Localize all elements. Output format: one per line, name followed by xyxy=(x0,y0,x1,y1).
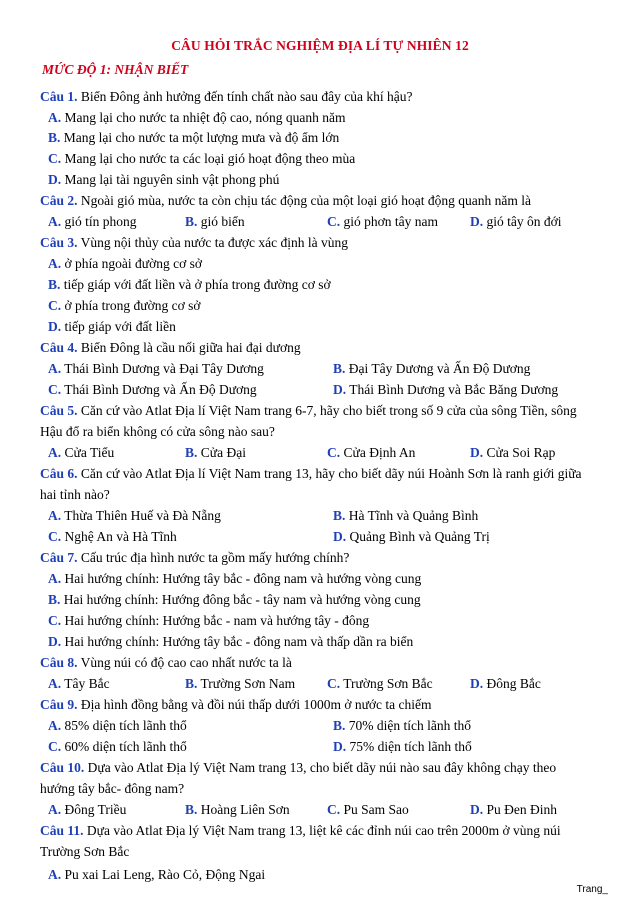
question-number: Câu 5. xyxy=(40,403,78,418)
answer-option[interactable] xyxy=(333,715,471,736)
question-line xyxy=(40,337,600,358)
options-row xyxy=(40,631,600,652)
option-text: Trường Sơn Nam xyxy=(200,676,296,691)
answer-option[interactable] xyxy=(48,274,331,295)
options-row xyxy=(40,799,600,820)
option-letter: C. xyxy=(48,739,62,754)
options-row xyxy=(40,211,600,232)
option-text: Hai hướng chính: Hướng tây bắc - đông nam và hướng vòng cung xyxy=(64,571,422,586)
options-row xyxy=(40,589,600,610)
page-footer: Trang_ xyxy=(576,884,608,895)
option-letter: D. xyxy=(48,634,62,649)
option-text: Pu Đen Đinh xyxy=(486,802,557,817)
option-letter: B. xyxy=(48,130,61,145)
document-title: CÂU HỎI TRẮC NGHIỆM ĐỊA LÍ TỰ NHIÊN 12 xyxy=(171,38,469,53)
question-line xyxy=(40,463,600,484)
option-text: Đại Tây Dương và Ấn Độ Dương xyxy=(348,361,531,376)
question-line xyxy=(40,400,600,421)
question-number: Câu 2. xyxy=(40,193,78,208)
answer-option[interactable] xyxy=(48,799,126,820)
option-text: Hai hướng chính: Hướng đông bắc - tây nam và hướng vòng cung xyxy=(63,592,421,607)
option-letter: A. xyxy=(48,508,62,523)
question-text: Vùng nội thủy của nước ta được xác định là vùng xyxy=(80,235,349,250)
question-text: Biển Đông ảnh hưởng đến tính chất nào sau đây của khí hậu? xyxy=(80,89,413,104)
question-line xyxy=(40,86,600,107)
answer-option[interactable] xyxy=(48,673,110,694)
question-line xyxy=(40,757,600,778)
option-text: Pu xai Lai Leng, Rào Cỏ, Động Ngai xyxy=(64,867,266,882)
answer-option[interactable] xyxy=(48,526,177,547)
option-letter: C. xyxy=(327,214,341,229)
question-number: Câu 10. xyxy=(40,760,85,775)
answer-option[interactable] xyxy=(470,442,555,463)
options-row xyxy=(40,673,600,694)
answer-option[interactable] xyxy=(333,358,530,379)
options-row xyxy=(40,169,600,190)
question-text: Dựa vào Atlat Địa lý Việt Nam trang 13, liệt kê các đỉnh núi cao trên 2000m ở vùng núi xyxy=(86,823,561,838)
answer-option[interactable] xyxy=(48,148,355,169)
answer-option[interactable] xyxy=(185,799,290,820)
option-letter: D. xyxy=(333,382,347,397)
answer-option[interactable] xyxy=(48,610,369,631)
option-letter: D. xyxy=(470,214,484,229)
options-row xyxy=(40,715,600,736)
option-letter: A. xyxy=(48,571,62,586)
option-letter: B. xyxy=(185,676,198,691)
question-line xyxy=(40,652,600,673)
question-text: Căn cứ vào Atlat Địa lí Việt Nam trang 6-7, hãy cho biết trong số 9 cửa của sông Tiền, sông xyxy=(80,403,577,418)
answer-option[interactable] xyxy=(48,379,257,400)
option-text: Quảng Bình và Quảng Trị xyxy=(349,529,490,544)
question-number: Câu 7. xyxy=(40,550,78,565)
answer-option[interactable] xyxy=(48,295,200,316)
option-letter: B. xyxy=(333,361,346,376)
answer-option[interactable] xyxy=(48,589,421,610)
options-row xyxy=(40,442,600,463)
options-row xyxy=(40,127,600,148)
answer-option[interactable] xyxy=(48,358,264,379)
options-row xyxy=(40,253,600,274)
option-letter: A. xyxy=(48,676,62,691)
answer-option[interactable] xyxy=(327,673,433,694)
question-number: Câu 4. xyxy=(40,340,78,355)
answer-option[interactable] xyxy=(333,505,478,526)
options-row xyxy=(40,505,600,526)
option-text: 85% diện tích lãnh thổ xyxy=(64,718,187,733)
question-line xyxy=(40,232,600,253)
answer-option[interactable] xyxy=(327,442,415,463)
option-letter: C. xyxy=(48,613,62,628)
option-text: Thừa Thiên Huế và Đà Nẵng xyxy=(64,508,221,523)
answer-option[interactable] xyxy=(327,799,409,820)
section-heading: MỨC ĐỘ 1: NHẬN BIẾT xyxy=(42,62,189,77)
option-letter: A. xyxy=(48,867,62,882)
option-text: tiếp giáp với đất liền và ở phía trong đường cơ sở xyxy=(63,277,331,292)
option-text: Mang lại tài nguyên sinh vật phong phú xyxy=(64,172,280,187)
option-letter: A. xyxy=(48,256,62,271)
options-row xyxy=(40,148,600,169)
option-letter: D. xyxy=(48,319,62,334)
option-text: Thái Bình Dương và Đại Tây Dương xyxy=(64,361,264,376)
answer-option[interactable] xyxy=(48,568,421,589)
option-text: Tây Bắc xyxy=(64,676,110,691)
answer-option[interactable] xyxy=(333,526,490,547)
option-text: Nghệ An và Hà Tĩnh xyxy=(64,529,177,544)
question-line xyxy=(40,841,600,862)
option-text: Hai hướng chính: Hướng tây bắc - đông nam và thấp dần ra biển xyxy=(64,634,414,649)
option-letter: C. xyxy=(327,676,341,691)
option-letter: A. xyxy=(48,718,62,733)
answer-option[interactable] xyxy=(185,442,246,463)
options-row xyxy=(40,379,600,400)
option-text: Cửa Đại xyxy=(200,445,246,460)
option-text: Pu Sam Sao xyxy=(343,802,409,817)
answer-option[interactable] xyxy=(48,316,176,337)
option-text: 75% diện tích lãnh thổ xyxy=(349,739,472,754)
option-letter: A. xyxy=(48,214,62,229)
option-text: 70% diện tích lãnh thổ xyxy=(348,718,471,733)
question-text: Cấu trúc địa hình nước ta gồm mấy hướng chính? xyxy=(80,550,350,565)
question-text: Dựa vào Atlat Địa lý Việt Nam trang 13, cho biết dãy núi nào sau đây không chạy theo xyxy=(87,760,557,775)
question-text: Trường Sơn Bắc xyxy=(40,844,130,859)
option-letter: C. xyxy=(327,802,341,817)
option-letter: D. xyxy=(333,739,347,754)
option-letter: B. xyxy=(185,214,198,229)
option-text: Hoàng Liên Sơn xyxy=(200,802,290,817)
option-text: gió biển xyxy=(200,214,245,229)
option-text: Trường Sơn Bắc xyxy=(343,676,433,691)
option-text: gió tây ôn đới xyxy=(486,214,562,229)
option-text: Mang lại cho nước ta một lượng mưa và độ ẩm lớn xyxy=(63,130,340,145)
answer-option[interactable] xyxy=(185,211,245,232)
question-text: hướng tây bắc- đông nam? xyxy=(40,781,185,796)
option-letter: A. xyxy=(48,110,62,125)
option-text: Cửa Định An xyxy=(343,445,416,460)
option-text: Hà Tĩnh và Quảng Bình xyxy=(348,508,479,523)
option-text: Đông Triều xyxy=(64,802,127,817)
options-row xyxy=(40,568,600,589)
question-number: Câu 11. xyxy=(40,823,84,838)
option-letter: A. xyxy=(48,445,62,460)
question-line xyxy=(40,547,600,568)
question-text: Hậu đổ ra biển không có cửa sông nào sau? xyxy=(40,424,275,439)
answer-option[interactable] xyxy=(48,253,202,274)
question-text: Địa hình đồng bằng và đồi núi thấp dưới 1000m ở nước ta chiếm xyxy=(80,697,432,712)
option-letter: B. xyxy=(333,718,346,733)
option-letter: A. xyxy=(48,802,62,817)
answer-option[interactable] xyxy=(48,211,137,232)
option-text: ở phía ngoài đường cơ sở xyxy=(64,256,202,271)
option-text: 60% diện tích lãnh thổ xyxy=(64,739,187,754)
option-text: Mang lại cho nước ta nhiệt độ cao, nóng quanh năm xyxy=(64,110,346,125)
question-text: Vùng núi có độ cao cao nhất nước ta là xyxy=(80,655,292,670)
answer-option[interactable] xyxy=(333,736,472,757)
question-number: Câu 8. xyxy=(40,655,78,670)
option-letter: D. xyxy=(333,529,347,544)
option-letter: B. xyxy=(333,508,346,523)
options-row xyxy=(40,295,600,316)
answer-option[interactable] xyxy=(48,715,187,736)
answer-option[interactable] xyxy=(48,107,346,128)
option-text: tiếp giáp với đất liền xyxy=(64,319,176,334)
answer-option[interactable] xyxy=(48,127,339,148)
options-row xyxy=(40,107,600,128)
option-text: Thái Bình Dương và Bắc Băng Dương xyxy=(349,382,559,397)
question-number: Câu 9. xyxy=(40,697,78,712)
option-text: gió phơn tây nam xyxy=(343,214,438,229)
question-line xyxy=(40,778,600,799)
question-line xyxy=(40,484,600,505)
option-letter: B. xyxy=(185,802,198,817)
options-row xyxy=(40,864,600,885)
option-letter: A. xyxy=(48,361,62,376)
question-line xyxy=(40,694,600,715)
options-row xyxy=(40,274,600,295)
option-letter: B. xyxy=(185,445,198,460)
option-text: Thái Bình Dương và Ấn Độ Dương xyxy=(64,382,257,397)
option-letter: C. xyxy=(48,151,62,166)
answer-option[interactable] xyxy=(48,442,114,463)
question-text: Căn cứ vào Atlat Địa lí Việt Nam trang 13, hãy cho biết dãy núi Hoành Sơn là ranh giới giữa xyxy=(80,466,582,481)
option-letter: D. xyxy=(48,172,62,187)
option-text: Hai hướng chính: Hướng bắc - nam và hướng tây - đông xyxy=(64,613,370,628)
option-text: ở phía trong đường cơ sở xyxy=(64,298,201,313)
option-letter: C. xyxy=(48,382,62,397)
question-text: Ngoài gió mùa, nước ta còn chịu tác động của một loại gió hoạt động quanh năm là xyxy=(80,193,531,208)
option-text: gió tín phong xyxy=(64,214,137,229)
question-text: Biển Đông là cầu nối giữa hai đại dương xyxy=(80,340,301,355)
option-letter: D. xyxy=(470,445,484,460)
option-text: Cửa Tiểu xyxy=(64,445,115,460)
option-text: Mang lại cho nước ta các loại gió hoạt động theo mùa xyxy=(64,151,356,166)
options-row xyxy=(40,526,600,547)
option-letter: C. xyxy=(327,445,341,460)
option-letter: B. xyxy=(48,592,61,607)
options-row xyxy=(40,358,600,379)
option-letter: D. xyxy=(470,676,484,691)
options-row xyxy=(40,736,600,757)
answer-option[interactable] xyxy=(48,736,187,757)
answer-option[interactable] xyxy=(48,631,413,652)
options-row xyxy=(40,610,600,631)
answer-option[interactable] xyxy=(48,505,221,526)
question-number: Câu 6. xyxy=(40,466,78,481)
option-letter: C. xyxy=(48,298,62,313)
question-number: Câu 1. xyxy=(40,89,78,104)
question-number: Câu 3. xyxy=(40,235,78,250)
option-text: Cửa Soi Rạp xyxy=(486,445,556,460)
answer-option[interactable] xyxy=(48,864,265,885)
answer-option[interactable] xyxy=(48,169,279,190)
question-line xyxy=(40,190,600,211)
question-text: hai tỉnh nào? xyxy=(40,487,110,502)
answer-option[interactable] xyxy=(333,379,558,400)
option-text: Đông Bắc xyxy=(486,676,541,691)
option-letter: B. xyxy=(48,277,61,292)
option-letter: C. xyxy=(48,529,62,544)
question-line xyxy=(40,421,600,442)
answer-option[interactable] xyxy=(470,673,541,694)
question-line xyxy=(40,820,600,841)
options-row xyxy=(40,316,600,337)
answer-option[interactable] xyxy=(327,211,438,232)
answer-option[interactable] xyxy=(470,211,562,232)
answer-option[interactable] xyxy=(470,799,557,820)
answer-option[interactable] xyxy=(185,673,295,694)
option-letter: D. xyxy=(470,802,484,817)
